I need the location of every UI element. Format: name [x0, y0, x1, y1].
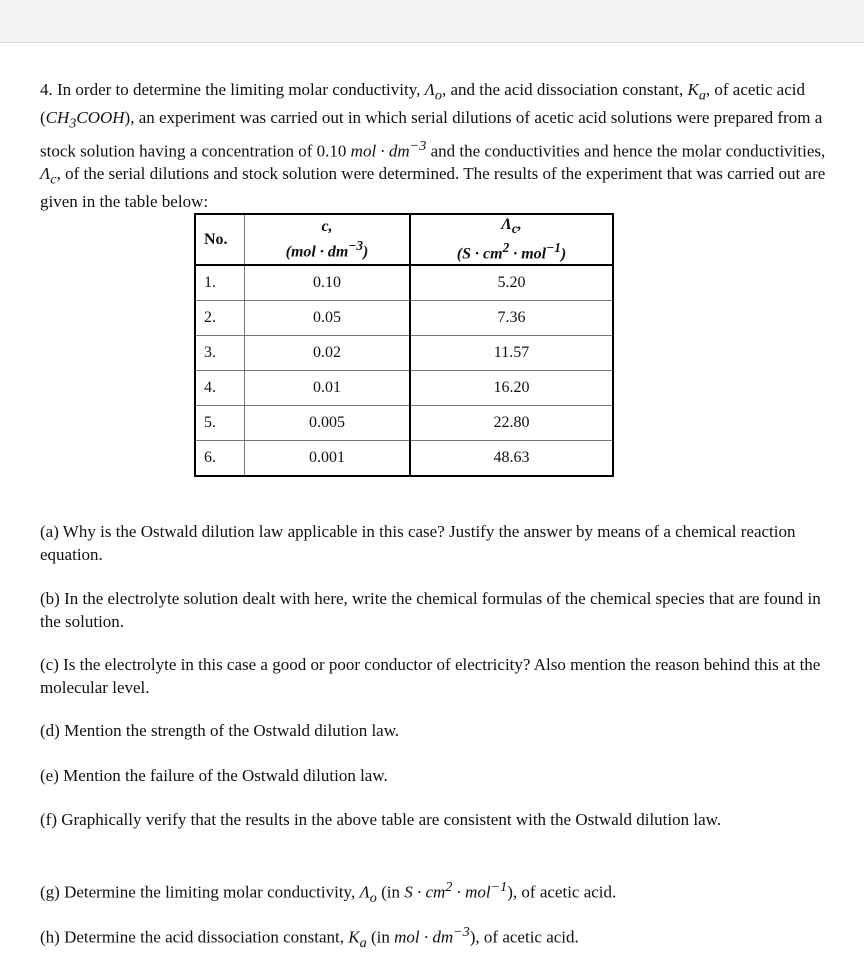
top-bar [0, 0, 864, 43]
table-row: 4. 0.01 16.20 [195, 370, 613, 405]
problem-statement: 4. In order to determine the limiting molar conductivity, $\Lambda_o$, and the acid dissociation constant, $K_a$, of acetic acid $(CH_3COOH)$, an experiment was carried out in which serial dilutions of acetic acid solutions were prepared from a stock solution having a concentration of 0.10 mol · $dm^{-3}$ and the conductivities and hence the molar conductivities, $\Lambda_c$, of the serial dilutions and stock solution were determined. The results of the experiment that was carried out are given in the table below: [40, 80, 826, 212]
question-c: (c) Is the electrolyte in this case a good or poor conductor of electricity? Also mention the reason behind this at the molecular level. [40, 655, 821, 697]
table-header-row [195, 214, 613, 265]
table-row: 1. 0.10 5.20 [195, 265, 613, 301]
table-row: 5. 0.005 22.80 [195, 405, 613, 440]
table-row: 6. 0.001 48.63 [195, 440, 613, 476]
question-a: (a) Why is the Ostwald dilution law applicable in this case? Justify the answer by means of a chemical reaction equation. [40, 522, 796, 564]
question-g: (g) Determine the limiting molar conductivity, $\Lambda_o$ (in $S \cdot cm^2 \cdot mol^{-1}$), of acetic acid. [40, 879, 617, 907]
table-row: 3. 0.02 11.57 [195, 335, 613, 370]
question-b: (b) In the electrolyte solution dealt with here, write the chemical formulas of the chemical species that are found in the solution. [40, 589, 821, 631]
header-no: No. [195, 214, 245, 265]
table-row: 2. 0.05 7.36 [195, 300, 613, 335]
question-f: (f) Graphically verify that the results in the above table are consistent with the Ostwald dilution law. [40, 810, 722, 829]
header-concentration: c, $(mol \cdot dm^{-3})$ [245, 214, 411, 265]
results-table [194, 213, 614, 477]
question-d: (d) Mention the strength of the Ostwald dilution law. [40, 721, 400, 740]
question-h: (h) Determine the acid dissociation constant, $K_a$ (in mol · $dm^{-3}$), of acetic acid. [40, 924, 579, 952]
question-e: (e) Mention the failure of the Ostwald dilution law. [40, 766, 388, 785]
header-molar-conductivity: $\Lambda_c$, $(S \cdot cm^2 \cdot mol^{-1})$ [410, 214, 613, 265]
